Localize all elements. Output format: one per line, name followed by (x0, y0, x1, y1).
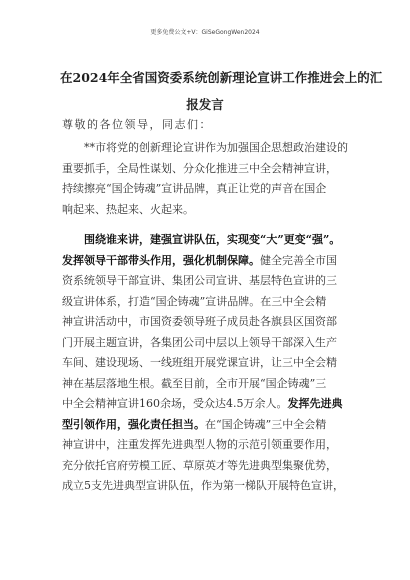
paragraph-1 (62, 138, 362, 220)
paragraph-line: 成立5支先进典型宣讲队伍，作为第一梯队开展特色宣讲， (62, 479, 344, 492)
paragraph-line (62, 415, 362, 436)
paragraph-line: 响起来、热起来、火起来。 (62, 202, 194, 216)
line-text: 中全会精神宣讲160余场，受众达4.5万余人。 (62, 397, 288, 410)
document-title (60, 64, 383, 118)
paragraph-line: 资系统领导干部宣讲、集团公司宣讲、基层特色宣讲的三 (62, 274, 337, 287)
bold-heading: 型引领作用，强化责任担当。 (62, 417, 205, 431)
page-header: 更多免费公文+V：GiSeGongWen2024 (150, 29, 260, 36)
paragraph-line: 充分依托官府劳模工匠、草原英才等先进典型集聚优势， (62, 458, 337, 472)
title-line-1: 在2024年全省国资委系统创新理论宣讲工作推进会上的汇 (60, 70, 383, 85)
paragraph-line: 神宣讲中，注重发挥先进典型人物的示范引领重要作用， (62, 438, 337, 451)
title-line-2: 报发言 (186, 97, 224, 112)
paragraph-line: 级宣讲体系，打造“国企铸魂”宣讲品牌。在三中全会精 (62, 294, 327, 308)
bold-heading: 发挥先进典 (287, 397, 343, 410)
paragraph-line: **市将党的创新理论宣讲作为加强国企思想政治建设的 (62, 141, 348, 154)
paragraph-line: 重要抓手，全局性谋划、分众化推进三中全会精神宣讲， (62, 161, 337, 175)
paragraph-line: 神在基层落地生根。截至目前，全市开展“国企铸魂”三 (62, 376, 327, 390)
paragraph-line (62, 251, 362, 272)
line-text: 健全完善全市国 (260, 253, 337, 267)
paragraph-line (62, 394, 362, 415)
paragraph-line: 持续擦亮“国企铸魂”宣讲品牌，真正让党的声音在国企 (62, 182, 327, 195)
paragraph-line: 神宣讲活动中，市国资委领导班子成员赴各旗县区国资部 (62, 315, 337, 328)
salutation: 尊敬的各位领导，同志们： (62, 118, 212, 131)
paragraph-2 (62, 230, 362, 497)
paragraph-line: 车间、建设现场、一线班组开展党课宣讲，让三中全会精 (62, 356, 337, 369)
line-text: 在“国企铸魂”三中全会精 (205, 417, 327, 431)
bold-heading: 发挥领导干部带头作用，强化机制保障。 (62, 253, 260, 267)
bold-heading: 围绕谁来讲，建强宣讲队伍，实现变“大”更变“强”。 (84, 233, 341, 246)
indent (62, 233, 84, 246)
paragraph-line: 门开展主题宣讲，各集团公司中层以上领导干部深入生产 (62, 335, 337, 349)
paragraph-line (62, 230, 362, 251)
